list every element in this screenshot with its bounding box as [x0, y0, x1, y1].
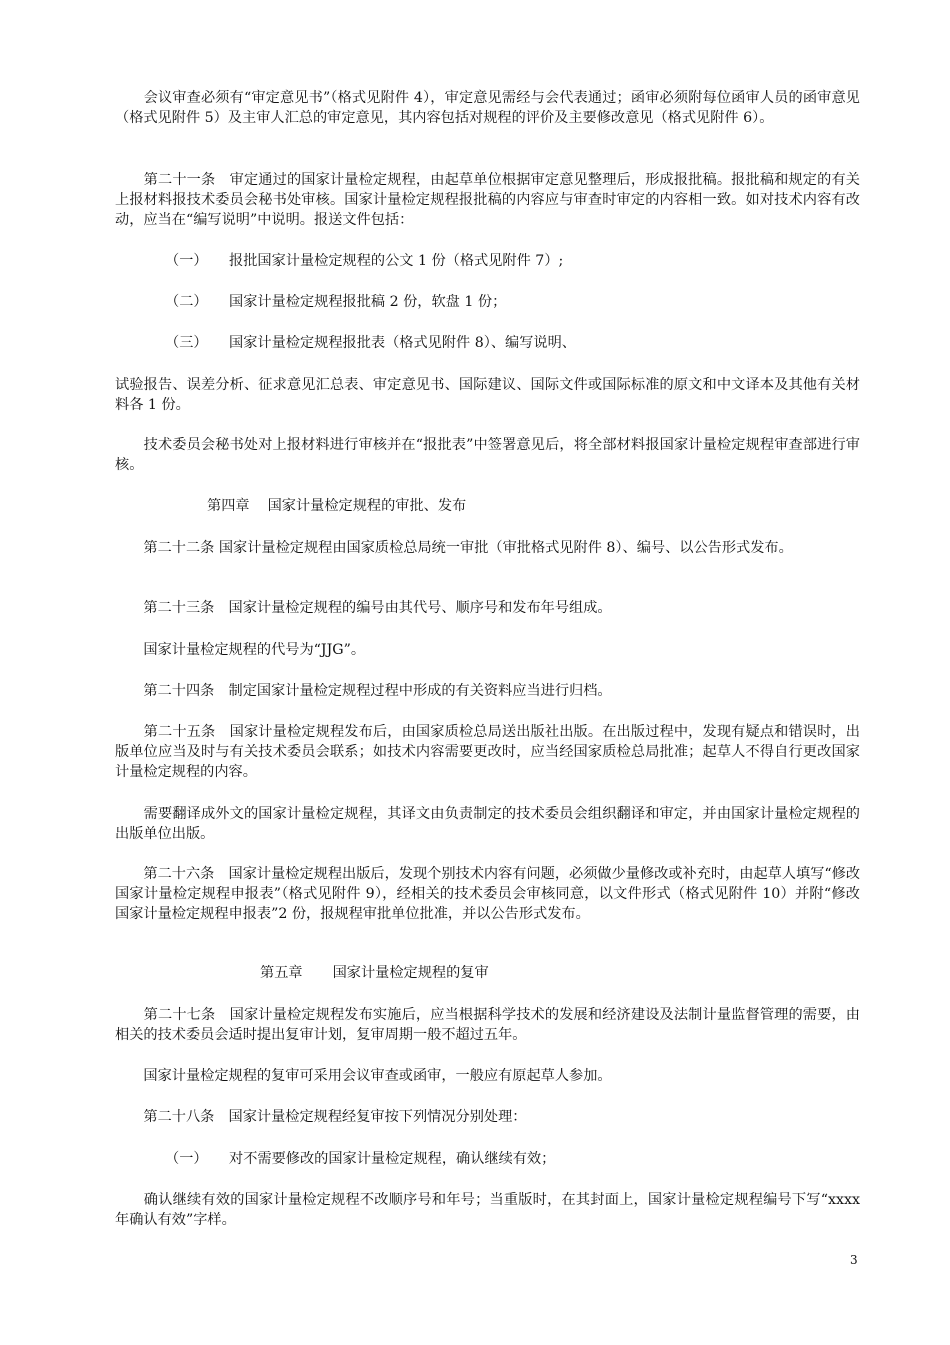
paragraph-article-28: 第二十八条 国家计量检定规程经复审按下列情况分别处理： [115, 1109, 527, 1125]
paragraph-translation: 需要翻译成外文的国家计量检定规程，其译文由负责制定的技术委员会组织翻译和审定，并由国家计量检定规程的出版单位出版。 [115, 806, 860, 842]
list-item-text: 对不需要修改的国家计量检定规程，确认继续有效； [229, 1151, 556, 1167]
list-item-number: （一） [165, 1151, 208, 1167]
paragraph-meeting-review: 会议审查必须有“审定意见书”（格式见附件 4），审定意见需经与会代表通过；函审必须附每位函审人员的函审意见（格式见附件 5）及主审人汇总的审定意见，其内容包括对规程的评价及主要修改意见（格式见附件 6）。 [115, 90, 860, 126]
list-item-number: （一） [165, 253, 208, 269]
paragraph-code: 国家计量检定规程的代号为“JJG”。 [115, 642, 366, 658]
paragraph-article-25: 第二十五条 国家计量检定规程发布后，由国家质检总局送出版社出版。在出版过程中，发现有疑点和错误时，出版单位应当及时与有关技术委员会联系；如技术内容需要更改时，应当经国家质检总局批准；起草人不得自行更改国家计量检定规程的内容。 [115, 724, 860, 780]
paragraph-article-27: 第二十七条 国家计量检定规程发布实施后，应当根据科学技术的发展和经济建设及法制计量监督管理的需要，由相关的技术委员会适时提出复审计划，复审周期一般不超过五年。 [115, 1007, 860, 1043]
list-item-text: 国家计量检定规程报批表（格式见附件 8）、编写说明、 [229, 335, 576, 351]
list-item [165, 292, 506, 312]
chapter-title: 国家计量检定规程的复审 [332, 965, 489, 981]
paragraph-article-22: 第二十二条 国家计量检定规程由国家质检总局统一审批（审批格式见附件 8）、编号、以公告形式发布。 [115, 540, 793, 556]
page-number: 3 [850, 1253, 858, 1267]
chapter-number: 第五章 [260, 965, 303, 981]
paragraph-confirmed-valid: 确认继续有效的国家计量检定规程不改顺序号和年号；当重版时，在其封面上，国家计量检定规程编号下写“xxxx 年确认有效”字样。 [115, 1192, 860, 1228]
list-item-number: （三） [165, 335, 208, 351]
list-item-number: （二） [165, 294, 208, 310]
chapter-number: 第四章 [207, 498, 250, 514]
list-item [165, 333, 576, 353]
list-item-text: 国家计量检定规程报批稿 2 份，软盘 1 份； [229, 294, 507, 310]
list-item [165, 1149, 555, 1169]
paragraph-secretariat-review: 技术委员会秘书处对上报材料进行审核并在“报批表”中签署意见后，将全部材料报国家计量检定规程审查部进行审核。 [115, 437, 860, 473]
paragraph-article-23: 第二十三条 国家计量检定规程的编号由其代号、顺序号和发布年号组成。 [115, 600, 612, 616]
paragraph-article-21: 第二十一条 审定通过的国家计量检定规程，由起草单位根据审定意见整理后，形成报批稿。报批稿和规定的有关上报材料报技术委员会秘书处审核。国家计量检定规程报批稿的内容应与审查时审定的内容相一致。如对技术内容有改动，应当在“编写说明”中说明。报送文件包括： [115, 172, 860, 228]
paragraph-review-method: 国家计量检定规程的复审可采用会议审查或函审，一般应有原起草人参加。 [115, 1068, 612, 1084]
list-item-text: 报批国家计量检定规程的公文 1 份（格式见附件 7）; [229, 253, 564, 269]
chapter-heading-4 [207, 496, 466, 516]
paragraph-materials-list: 试验报告、误差分析、征求意见汇总表、审定意见书、国际建议、国际文件或国际标准的原文和中文译本及其他有关材料各 1 份。 [115, 377, 860, 413]
chapter-heading-5 [260, 963, 489, 983]
list-item [165, 251, 563, 271]
chapter-title: 国家计量检定规程的审批、发布 [267, 498, 467, 514]
paragraph-article-26: 第二十六条 国家计量检定规程出版后，发现个别技术内容有问题，必须做少量修改或补充时，由起草人填写“修改国家计量检定规程申报表”（格式见附件 9），经相关的技术委员会审核同意，以文件形式（格式见附件 10）并附“修改国家计量检定规程申报表”2 份，报规程审批单位批准，并以公告形式发布。 [115, 866, 861, 922]
paragraph-article-24: 第二十四条 制定国家计量检定规程过程中形成的有关资料应当进行归档。 [115, 683, 612, 699]
